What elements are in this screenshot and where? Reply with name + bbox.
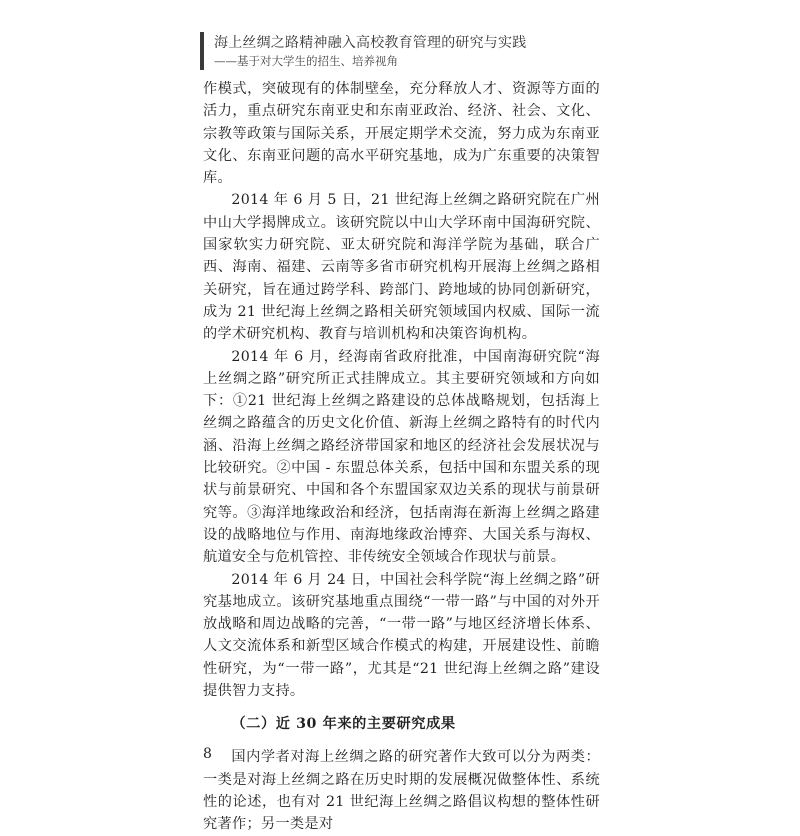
paragraph-1: 作模式，突破现有的体制壁垒，充分释放人才、资源等方面的活力，重点研究东南亚史和东南亚政治、经济、社会、文化、宗教等政策与国际关系，开展定期学术交流，努力成为东南亚文化、东南亚问题的高水平研究基地，成为广东重要的决策智库。 bbox=[203, 81, 600, 187]
page-number: 8 bbox=[203, 746, 212, 762]
body-text bbox=[203, 78, 600, 836]
paragraph-4: 2014 年 6 月 24 日，中国社会科学院“海上丝绸之路”研究基地成立。该研究基地重点围绕“一带一路”与中国的对外开放战略和周边战略的完善，“一带一路”与地区经济增长体系、人文交流体系和新型区域合作模式的构建，开展建设性、前瞻性研究，为“一带一路”，尤其是“21 世纪海上丝绸之路”建设提供智力支持。 bbox=[203, 571, 600, 700]
paragraph-2: 2014 年 6 月 5 日，21 世纪海上丝绸之路研究院在广州中山大学揭牌成立。该研究院以中山大学环南中国海研究院、国家软实力研究院、亚太研究院和海洋学院为基础，联合广西、海南、福建、云南等多省市研究机构开展海上丝绸之路相关研究，旨在通过跨学科、跨部门、跨地域的协同创新研究，成为 21 世纪海上丝绸之路相关研究领域国内权威、国际一流的学术研究机构、教育与培训机构和决策咨询机构。 bbox=[203, 192, 600, 343]
header-subtitle: ——基于对大学生的招生、培养视角 bbox=[214, 54, 398, 68]
header-title: 海上丝绸之路精神融入高校教育管理的研究与实践 bbox=[214, 35, 527, 51]
paragraph-3: 2014 年 6 月，经海南省政府批准，中国南海研究院“海上丝绸之路”研究所正式挂牌成立。其主要研究领域和方向如下：①21 世纪海上丝绸之路建设的总体战略规划，包括海上丝绸之路蕴含的历史文化价值、新海上丝绸之路特有的时代内涵、沿海上丝绸之路经济带国家和地区的经济社会发展状况与比较研究。②中国 - 东盟总体关系，包括中国和东盟关系的现状与前景研究、中国和各个东盟国家双边关系的现状与前景研究等。③海洋地缘政治和经济，包括南海在新海上丝绸之路建设的战略地位与作用、南海地缘政治博弈、大国关系与海权、航道安全与危机管控、非传统安全领域合作现状与前景。 bbox=[203, 348, 600, 566]
header-rule bbox=[200, 32, 204, 70]
paragraph-5: 国内学者对海上丝绸之路的研究著作大致可以分为两类：一类是对海上丝绸之路在历史时期的发展概况做整体性、系统性的论述，也有对 21 世纪海上丝绸之路倡议构想的整体性研究著作；另一类是对 bbox=[203, 749, 600, 833]
section-heading: （二）近 30 年来的主要研究成果 bbox=[231, 716, 456, 733]
